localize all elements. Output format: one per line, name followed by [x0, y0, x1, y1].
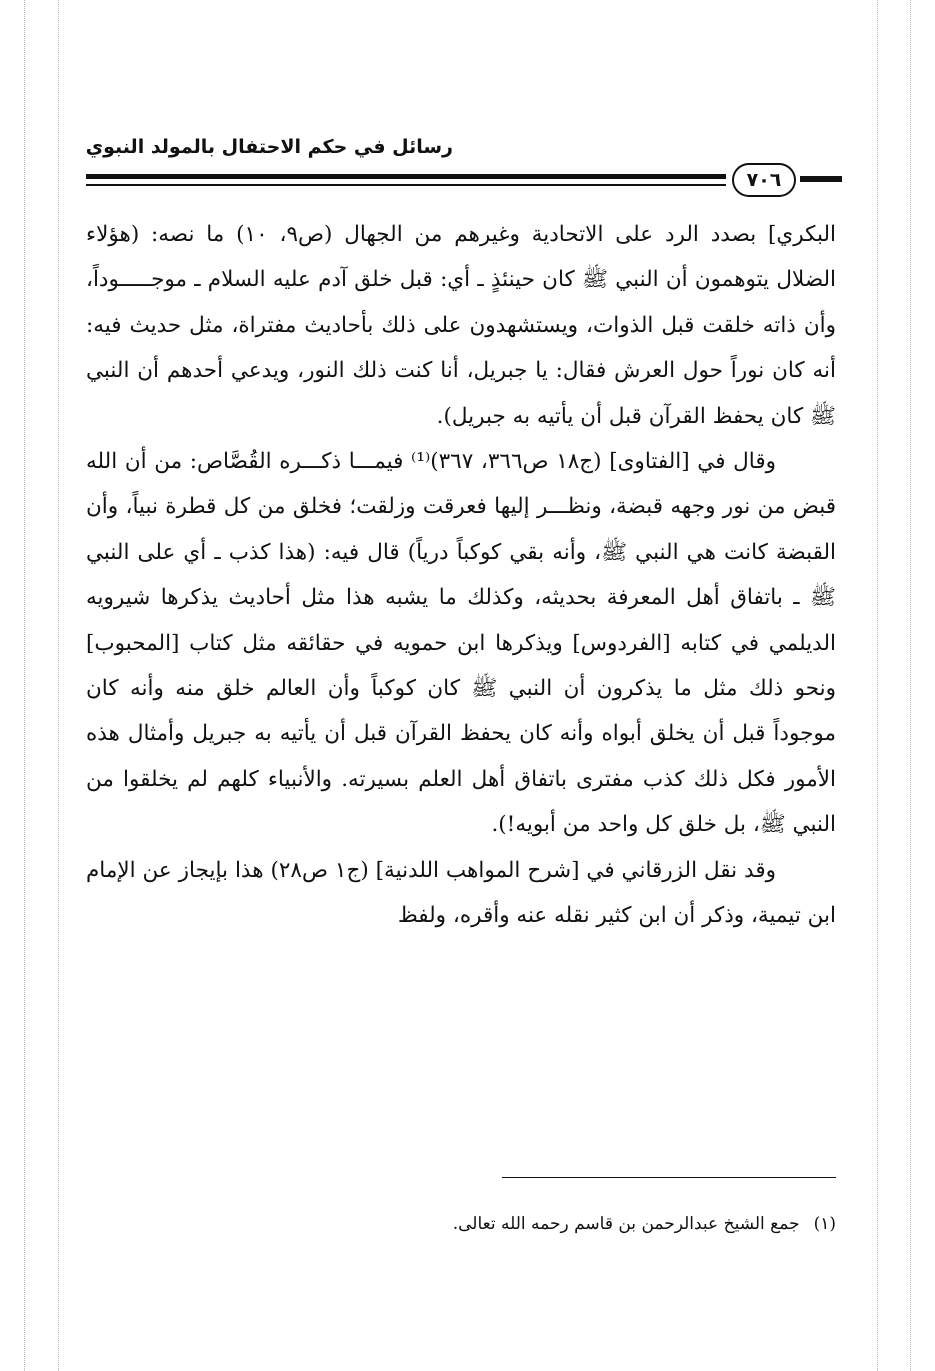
paragraph: البكري] بصدد الرد على الاتحادية وغيرهم من الجهال (ص٩، ١٠) ما نصه: (هؤلاء الضلال يتوهمون أن النبي ﷺ كان حينئذٍ ـ أي: قبل خلق آدم عليه السلام ـ موجـــــوداً، وأن ذاته خلقت قبل الذوات، ويستشهدون على ذلك بأحاديث مفتراة، مثل حديث فيه: أنه كان نوراً حول العرش فقال: يا جبريل، أنا كنت ذلك النور، ويدعي أحدهم أن النبي ﷺ كان يحفظ القرآن قبل أن يأتيه به جبريل).	[86, 222, 837, 429]
page-number: ٧٠٦	[732, 163, 796, 197]
footnote-separator	[502, 1177, 836, 1178]
scan-guide-line	[58, 0, 59, 1371]
running-header-title: رسائل في حكم الاحتفال بالمولد النبوي	[85, 136, 453, 158]
paragraph: وقد نقل الزرقاني في [شرح المواهب اللدنية] (ج١ ص٢٨) هذا بإيجاز عن الإمام ابن تيمية، وذكر أن ابن كثير نقله عنه وأقره، ولفظ	[86, 857, 836, 929]
footnote-marker: (١)	[813, 1214, 836, 1234]
footnote	[116, 1214, 836, 1234]
header-rule-right	[800, 176, 842, 182]
footnote-text: جمع الشيخ عبدالرحمن بن قاسم رحمه الله تعالى.	[452, 1214, 800, 1234]
header-rule-thin	[86, 184, 726, 186]
scan-guide-line	[24, 0, 25, 1371]
paragraph: وقال في [الفتاوى] (ج١٨ ص٣٦٦، ٣٦٧)⁽¹⁾ فيمـــا ذكـــره القُصَّاص: من أن الله قبض من نور وجهه قبضة، ونظـــر إليها فعرقت وزلقت؛ فخلق من كل قطرة نبياً، وأن القبضة كانت هي النبي ﷺ، وأنه بقي كوكباً درياً) قال فيه: (هذا كذب ـ أي على النبي ﷺ ـ باتفاق أهل المعرفة بحديثه، وكذلك ما يشبه هذا مثل أحاديث يذكرها شيرويه الديلمي في كتابه [الفردوس] ويذكرها ابن حمويه في حقائقه مثل كتاب [المحبوب] ونحو ذلك مثل ما يذكرون أن النبي ﷺ كان كوكباً وأن العالم خلق منه وأنه كان موجوداً قبل أن يخلق أبواه وأنه كان يحفظ القرآن قبل أن يأتيه به جبريل وأمثال هذه الأمور فكل ذلك كذب مفترى باتفاق أهل العلم بسيرته. والأنبياء كلهم لم يخلقوا من النبي ﷺ، بل خلق كل واحد من أبويه!).	[86, 449, 836, 838]
scan-guide-line	[910, 0, 911, 1371]
main-text	[86, 212, 836, 939]
header-rule-thick	[86, 174, 726, 179]
scan-guide-line	[877, 0, 878, 1371]
